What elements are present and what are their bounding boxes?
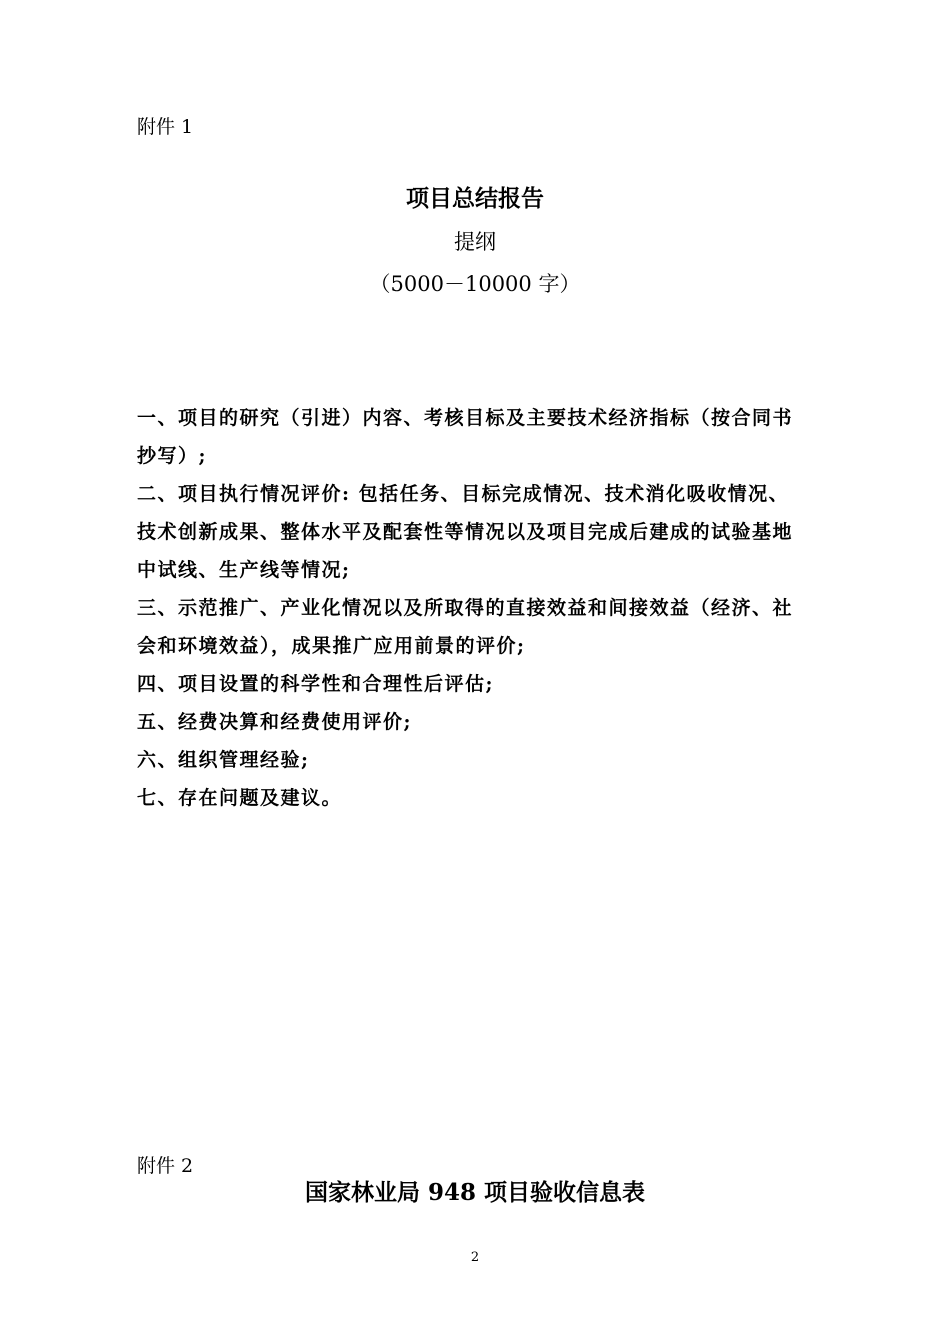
outline-line: 技术创新成果、整体水平及配套性等情况以及项目完成后建成的试验基地 [137,521,794,543]
outline-line: 中试线、生产线等情况; [137,559,351,581]
outline-line: 会和环境效益），成果推广应用前景的评价; [137,635,526,657]
attachment-1-label: 附件 1 [137,116,194,138]
outline-line: 三、示范推广、产业化情况以及所取得的直接效益和间接效益（经济、社 [137,597,794,619]
outline-line: 一、项目的研究（引进）内容、考核目标及主要技术经济指标（按合同书 [137,407,794,429]
outline-line: 七、存在问题及建议。 [137,787,343,809]
outline-line: 六、组织管理经验; [137,749,310,771]
outline-line: 五、经费决算和经费使用评价; [137,711,413,733]
page-number: 2 [470,1250,480,1265]
report-title: 项目总结报告 [406,185,544,212]
word-range: （5000－10000 字） [369,272,581,296]
info-table-title: 国家林业局 948 项目验收信息表 [304,1179,646,1206]
outline-line: 抄写）; [137,445,208,467]
report-subtitle: 提纲 [454,230,496,254]
attachment-2-label: 附件 2 [137,1155,194,1177]
outline-line: 二、项目执行情况评价: 包括任务、目标完成情况、技术消化吸收情况、 [137,483,790,505]
outline-line: 四、项目设置的科学性和合理性后评估; [137,673,495,695]
